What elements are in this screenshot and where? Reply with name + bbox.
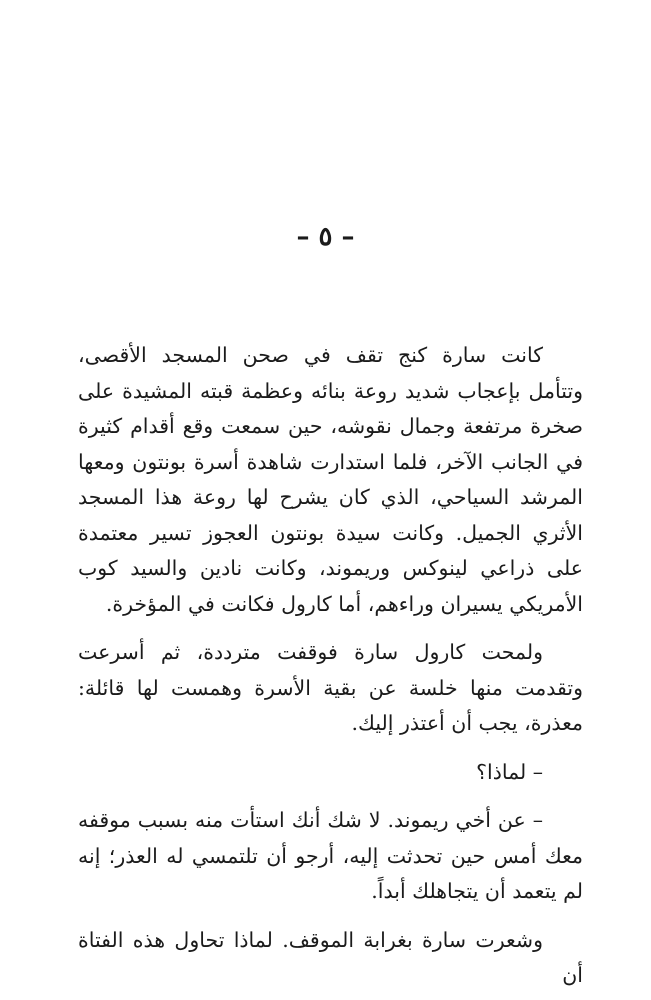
paragraph-1: كانت سارة كنج تقف في صحن المسجد الأقصى، وتتأمل بإعجاب شديد روعة بنائه وعظمة قبته المشيدة على صخرة مرتفعة وجمال نقوشه، حين سمعت وقع أقدام كثيرة في الجانب الآخر، فلما استدارت شاهدة أسرة بونتون ومعها المرشد السياحي، الذي كان يشرح لها روعة هذا المسجد الأثري الجميل. وكانت سيدة بونتون العجوز تسير معتمدة على ذراعي لينوكس وريموند، وكانت نادين والسيد كوب الأمريكي يسيران وراءهم، أما كارول فكانت في المؤخرة.: [78, 343, 583, 616]
paragraph-4: – عن أخي ريموند. لا شك أنك استأت منه بسبب موقفه معك أمس حين تحدثت إليه، أرجو أن تلتمسي له العذر؛ إنه لم يتعمد أن يتجاهلك أبداً.: [78, 808, 583, 903]
paragraph-5: وشعرت سارة بغرابة الموقف. لماذا تحاول هذه الفتاة أن: [78, 927, 583, 987]
chapter-number: – ٥ –: [296, 222, 355, 252]
paragraph-3: – لماذا؟: [476, 759, 543, 784]
paragraph-2: ولمحت كارول سارة فوقفت مترددة، ثم أسرعت وتقدمت منها خلسة عن بقية الأسرة وهمست لها قائلة: معذرة، يجب أن أعتذر إليك.: [78, 640, 583, 735]
body-text: [78, 338, 583, 994]
